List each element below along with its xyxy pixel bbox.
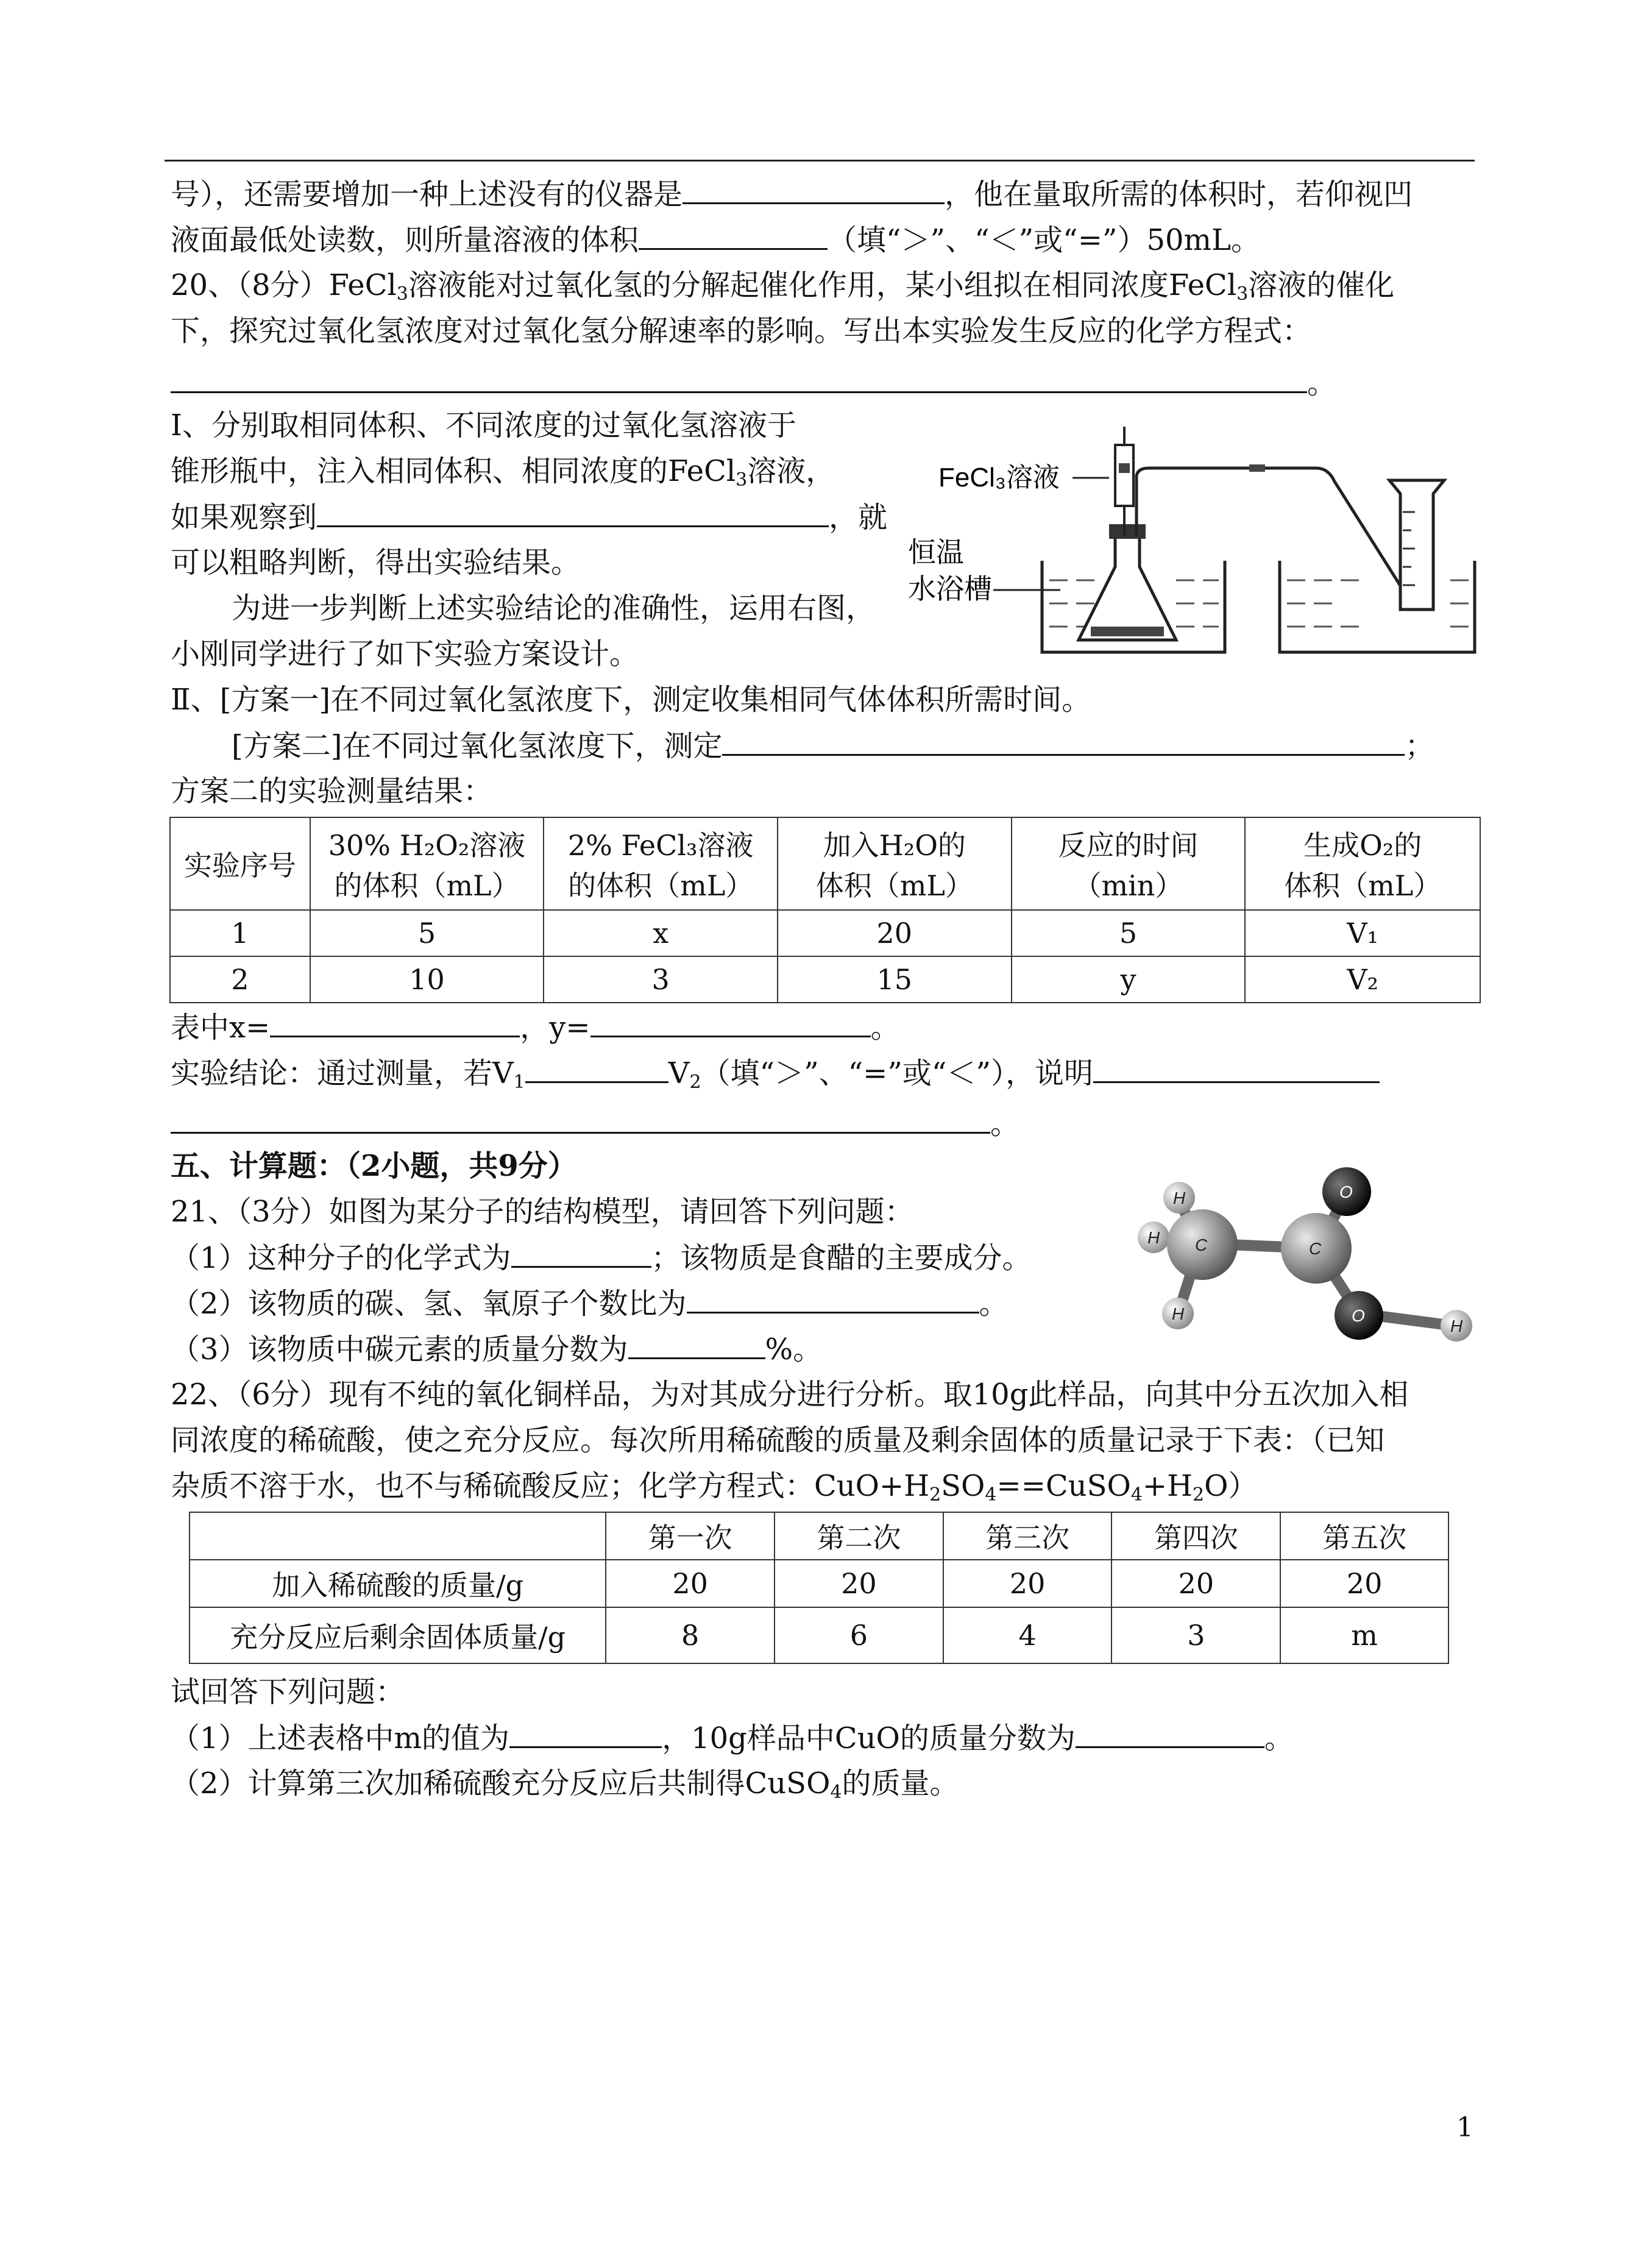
explain-blank-2[interactable] (171, 1100, 990, 1134)
table-cell: 20 (943, 1560, 1112, 1607)
text: ，y= (520, 1011, 590, 1045)
text: ； (1405, 729, 1434, 763)
text: ，他在量取所需的体积时，若仰视凹 (945, 177, 1413, 212)
header-cell: 第一次 (606, 1512, 775, 1560)
compare-blank[interactable] (525, 1050, 668, 1083)
apparatus-diagram (908, 421, 1481, 664)
header-cell (544, 817, 778, 910)
table-header-row (190, 1512, 1448, 1560)
line-11: 小刚同学进行了如下实验方案设计。 (171, 637, 639, 671)
line-22: 试回答下列问题： (171, 1675, 405, 1709)
answer-blank[interactable] (682, 171, 945, 204)
question-20 (171, 262, 1394, 308)
table-cell: 1 (170, 910, 310, 956)
table-cell: 3 (544, 956, 778, 1003)
table-cell: 15 (778, 956, 1012, 1003)
table-cell: 充分反应后剩余固体质量/g (190, 1607, 606, 1663)
y-blank[interactable] (590, 1004, 871, 1037)
line-10: 为进一步判断上述实验结论的准确性，运用右图， (232, 591, 876, 625)
header-cell: 第二次 (775, 1512, 943, 1560)
text: 溶液， (747, 454, 835, 488)
text: 液面最低处读数，则所量溶液的体积 (171, 223, 639, 257)
text: ，就 (829, 500, 888, 535)
text: 杂质不溶于水，也不与稀硫酸反应；化学方程式：CuO+H (171, 1469, 930, 1503)
text: ==CuSO (996, 1469, 1131, 1503)
header-cell (778, 817, 1012, 910)
header-line: 加入H₂O的 (823, 829, 966, 862)
question-22-line-1: 22、（6分）现有不纯的氧化铜样品，为对其成分进行分析。取10g此样品，向其中分五次加入相 (171, 1378, 1409, 1412)
text: 号），还需要增加一种上述没有的仪器是 (171, 177, 683, 212)
line-15 (171, 1004, 900, 1051)
header-line: （min） (1073, 869, 1183, 902)
header-cell: 第三次 (943, 1512, 1112, 1560)
line-5 (171, 360, 1336, 407)
header-line: 体积（mL） (815, 869, 973, 902)
header-line: 2% FeCl₃溶液 (567, 829, 754, 862)
text: 锥形瓶中，注入相同体积、相同浓度的FeCl (171, 454, 736, 488)
header-cell: 实验序号 (170, 817, 310, 910)
table-cell: 20 (606, 1560, 775, 1607)
table-cell: 8 (606, 1607, 775, 1663)
bath-label-1: 恒温 (908, 536, 964, 568)
text: ；该物质是食醋的主要成分。 (651, 1241, 1032, 1275)
header-cell: 第五次 (1280, 1512, 1448, 1560)
question-22-line-2: 同浓度的稀硫酸，使之充分反应。每次所用稀硫酸的质量及剩余固体的质量记录于下表：（已知 (171, 1423, 1385, 1457)
page-number: 1 (1456, 2112, 1473, 2143)
text: 。 (990, 1107, 1020, 1141)
header-line: 的体积（mL） (334, 869, 520, 902)
table-cell: 5 (310, 910, 544, 956)
equation-blank[interactable] (171, 360, 1307, 393)
line-4: 下，探究过氧化氢浓度对过氧化氢分解速率的影响。写出本实验发生反应的化学方程式： (171, 314, 1312, 348)
table-row (190, 1607, 1448, 1663)
answer-blank[interactable] (317, 494, 829, 527)
text: （1）这种分子的化学式为 (171, 1241, 511, 1275)
table-cell: V₁ (1245, 910, 1480, 956)
table-cell: 2 (170, 956, 310, 1003)
header-cell (310, 817, 544, 910)
text: SO (941, 1469, 985, 1503)
question-21-part-3 (171, 1326, 822, 1373)
text: V (668, 1056, 690, 1090)
atom-label: H (1450, 1317, 1463, 1335)
line-14: 方案二的实验测量结果： (171, 774, 493, 808)
line-17 (171, 1100, 1019, 1147)
explain-blank[interactable] (1093, 1050, 1380, 1083)
text: （3）该物质中碳元素的质量分数为 (171, 1332, 628, 1367)
header-cell (190, 1512, 606, 1560)
question-22-part-2 (171, 1760, 959, 1807)
line-12: Ⅱ、[方案一]在不同过氧化氢浓度下，测定收集相同气体体积所需时间。 (171, 683, 1091, 717)
table-cell: 20 (1112, 1560, 1280, 1607)
text: 。 (979, 1287, 1009, 1321)
table-row (190, 1560, 1448, 1607)
table-cell: m (1280, 1607, 1448, 1663)
table-cell: x (544, 910, 778, 956)
text: 的质量。 (842, 1766, 959, 1801)
text: 溶液的催化 (1248, 268, 1395, 302)
atom-label: H (1147, 1228, 1160, 1247)
x-blank[interactable] (270, 1004, 520, 1037)
question-21-part-1 (171, 1234, 1032, 1281)
line-16 (171, 1050, 1380, 1097)
subscript: 4 (1130, 1484, 1143, 1505)
subscript: 3 (396, 283, 408, 305)
text: 。 (1307, 366, 1337, 400)
text: %。 (765, 1332, 823, 1367)
line-7 (171, 448, 835, 494)
sulfuric-acid-table (189, 1512, 1449, 1664)
question-22-part-1 (171, 1715, 1294, 1761)
header-cell (1012, 817, 1246, 910)
header-line: 生成O₂的 (1303, 829, 1422, 862)
subscript: 4 (830, 1782, 842, 1803)
atom-label: C (1195, 1235, 1208, 1254)
results-table (169, 817, 1481, 1003)
water-trough (1280, 561, 1475, 652)
atom-label: O (1339, 1182, 1353, 1201)
percent-blank[interactable] (1076, 1715, 1264, 1748)
line-6: Ⅰ、分别取相同体积、不同浓度的过氧化氢溶液于 (171, 408, 796, 443)
text: 如果观察到 (171, 500, 317, 535)
text: （2）计算第三次加稀硫酸充分反应后共制得CuSO (171, 1766, 831, 1801)
answer-blank[interactable] (511, 1234, 651, 1268)
table-cell: 6 (775, 1607, 943, 1663)
subscript: 4 (985, 1484, 997, 1505)
question-21-part-2 (171, 1280, 1009, 1327)
header-cell: 第四次 (1112, 1512, 1280, 1560)
table-row (170, 956, 1480, 1003)
line-1 (171, 171, 1413, 218)
table-cell: 20 (1280, 1560, 1448, 1607)
table-cell: 加入稀硫酸的质量/g (190, 1560, 606, 1607)
text: 实验结论：通过测量，若V (171, 1056, 514, 1090)
question-21: 21、（3分）如图为某分子的结构模型，请回答下列问题： (171, 1195, 914, 1229)
text: 。 (870, 1011, 900, 1045)
text: （2）该物质的碳、氢、氧原子个数比为 (171, 1287, 687, 1321)
text: ，10g样品中CuO的质量分数为 (662, 1721, 1076, 1755)
table-cell: 20 (778, 910, 1012, 956)
molecule-model (1130, 1158, 1478, 1365)
fecl3-label: FeCl₃溶液 (938, 463, 1060, 492)
answer-blank[interactable] (722, 722, 1405, 756)
line-8 (171, 494, 887, 541)
table-cell: 3 (1112, 1607, 1280, 1663)
answer-blank[interactable] (628, 1326, 765, 1359)
subscript: 2 (689, 1072, 701, 1093)
table-cell: 20 (775, 1560, 943, 1607)
table-cell: V₂ (1245, 956, 1480, 1003)
header-line: 30% H₂O₂溶液 (328, 829, 526, 862)
atom-label: H (1173, 1189, 1186, 1207)
question-22-line-3 (171, 1463, 1257, 1509)
table-header-row (170, 817, 1480, 910)
section-heading: 五、计算题：（2小题，共9分） (171, 1149, 577, 1183)
header-cell (1245, 817, 1480, 910)
table-cell: 5 (1012, 910, 1246, 956)
text: O） (1204, 1469, 1258, 1503)
text: [方案二]在不同过氧化氢浓度下，测定 (232, 729, 723, 763)
answer-blank[interactable] (687, 1280, 979, 1314)
text: 20、（8分）FeCl (171, 268, 397, 302)
header-line: 的体积（mL） (568, 869, 754, 902)
line-9: 可以粗略判断，得出实验结果。 (171, 546, 581, 580)
subscript: 3 (1236, 283, 1249, 305)
atom-label: H (1172, 1304, 1185, 1323)
text: 表中x= (171, 1011, 271, 1045)
text: （填“＞”、“=”或“＜”），说明 (701, 1056, 1093, 1090)
text: +H (1142, 1469, 1193, 1503)
subscript: 2 (929, 1484, 941, 1505)
graduated-cylinder (1389, 480, 1444, 610)
text: （1）上述表格中m的值为 (171, 1721, 510, 1755)
table-cell: y (1012, 956, 1246, 1003)
table-row (170, 910, 1480, 956)
header-line: 体积（mL） (1284, 869, 1442, 902)
text: （填“＞”、“＜”或“=”）50mL。 (828, 223, 1260, 257)
subscript: 3 (736, 469, 748, 491)
atom-label: C (1309, 1239, 1322, 1258)
header-rule (165, 160, 1475, 162)
line-13 (232, 722, 1434, 769)
table-cell: 10 (310, 956, 544, 1003)
subscript: 1 (513, 1072, 525, 1093)
text: 溶液能对过氧化氢的分解起催化作用，某小组拟在相同浓度FeCl (408, 268, 1237, 302)
m-blank[interactable] (509, 1715, 662, 1748)
line-2 (171, 216, 1260, 263)
subscript: 2 (1192, 1484, 1205, 1505)
table-cell: 4 (943, 1607, 1112, 1663)
atom-label: O (1352, 1306, 1365, 1325)
answer-blank[interactable] (639, 216, 828, 250)
bath-label-2: 水浴槽 (908, 573, 992, 605)
header-line: 反应的时间 (1058, 829, 1199, 862)
text: 。 (1264, 1721, 1294, 1755)
